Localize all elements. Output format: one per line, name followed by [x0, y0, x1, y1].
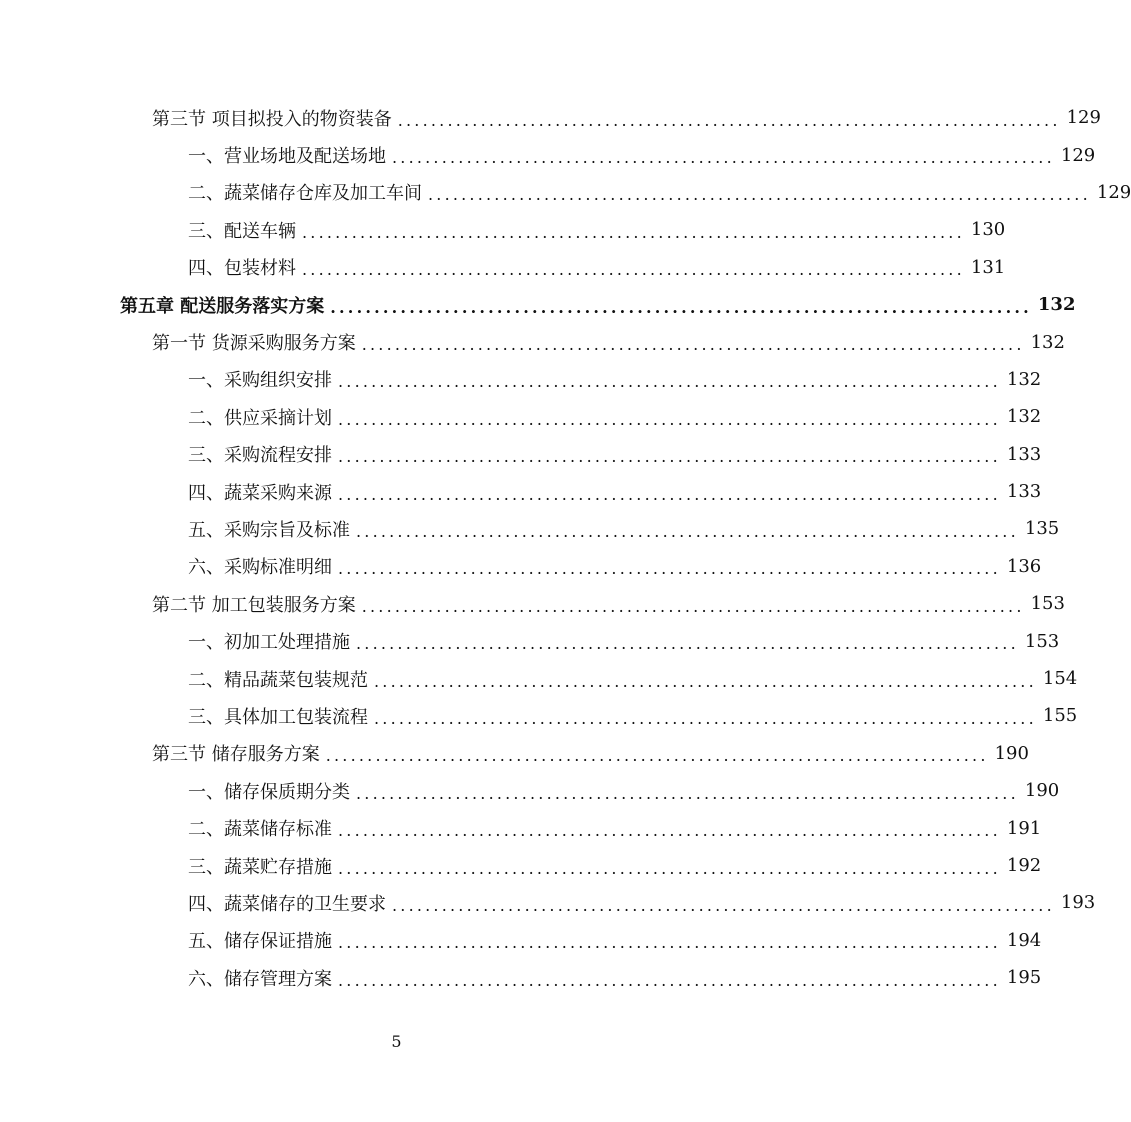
toc-entry[interactable]: [0, 136, 1096, 173]
toc-entry-title: 第三节 项目拟投入的物资装备: [152, 108, 392, 130]
toc-dot-leader: ................................................................................: [428, 185, 1091, 205]
toc-entry[interactable]: [0, 884, 1096, 921]
toc-entry[interactable]: [0, 809, 1042, 846]
toc-entry-title: 二、供应采摘计划: [188, 407, 332, 429]
toc-entry-title: 一、营业场地及配送场地: [188, 146, 386, 168]
toc-entry-page: 193: [1060, 892, 1096, 914]
toc-entry-title: 五、采购宗旨及标准: [188, 519, 350, 541]
toc-dot-leader: ................................................................................: [338, 821, 1001, 841]
toc-entry-page: 132: [1037, 294, 1076, 316]
toc-chapter-entry[interactable]: [0, 286, 1076, 323]
toc-entry-title: 一、采购组织安排: [188, 370, 332, 392]
toc-entry-title: 三、采购流程安排: [188, 445, 332, 467]
toc-dot-leader: ................................................................................: [330, 297, 1032, 317]
toc-entry[interactable]: [0, 548, 1042, 585]
toc-entry-page: 190: [994, 742, 1029, 764]
toc-entry[interactable]: [0, 622, 1060, 659]
toc-entry-page: 154: [1042, 668, 1078, 690]
toc-dot-leader: ................................................................................: [338, 372, 1001, 392]
toc-entry-page: 133: [1006, 443, 1042, 465]
toc-entry-title: 六、采购标准明细: [188, 557, 332, 579]
toc-entry-page: 132: [1030, 331, 1065, 353]
toc-dot-leader: ................................................................................: [338, 409, 1001, 429]
toc-entry-page: 136: [1006, 555, 1042, 577]
toc-entry[interactable]: [0, 510, 1060, 547]
toc-entry[interactable]: [0, 959, 1042, 996]
toc-entry-title: 第二节 加工包装服务方案: [152, 594, 356, 616]
toc-entry-page: 153: [1030, 593, 1065, 615]
toc-entry-title: 第五章 配送服务落实方案: [120, 295, 325, 317]
toc-dot-leader: ................................................................................: [338, 933, 1001, 953]
toc-entry-page: 192: [1006, 855, 1042, 876]
toc-entry-title: 第一节 货源采购服务方案: [152, 333, 356, 355]
toc-dot-leader: ................................................................................: [338, 858, 1001, 878]
toc-entry[interactable]: [0, 361, 1042, 398]
toc-entry-title: 一、初加工处理措施: [188, 632, 350, 654]
toc-entry[interactable]: [0, 660, 1078, 697]
toc-entry-page: 129: [1060, 144, 1096, 166]
page-number: 5: [391, 1032, 402, 1051]
toc-dot-leader: ................................................................................: [374, 671, 1037, 691]
toc-entry-page: 129: [1066, 107, 1101, 129]
toc-entry-page: 129: [1096, 181, 1131, 203]
toc-entry-page: 133: [1006, 481, 1042, 503]
toc-entry[interactable]: [0, 847, 1042, 884]
toc-entry-title: 三、配送车辆: [188, 220, 296, 242]
toc-entry[interactable]: [0, 473, 1042, 510]
toc-dot-leader: ................................................................................: [302, 260, 965, 280]
toc-entry-page: 194: [1006, 929, 1042, 951]
toc-entry-page: 195: [1006, 967, 1042, 989]
toc-entry-title: 第三节 储存服务方案: [152, 744, 320, 766]
toc-dot-leader: ................................................................................: [356, 521, 1019, 541]
toc-entry-page: 190: [1024, 780, 1060, 802]
toc-dot-leader: ................................................................................: [374, 708, 1037, 728]
toc-entry-title: 一、储存保质期分类: [188, 781, 350, 803]
toc-entry-page: 130: [970, 219, 1006, 241]
toc-dot-leader: ................................................................................: [361, 335, 1025, 355]
toc-entry-title: 二、精品蔬菜包装规范: [188, 669, 368, 691]
toc-entry-page: 135: [1024, 518, 1060, 540]
toc-dot-leader: ................................................................................: [338, 484, 1001, 504]
toc-entry-page: 131: [970, 256, 1006, 278]
toc-entry-title: 四、蔬菜储存的卫生要求: [188, 893, 386, 915]
toc-entry[interactable]: [0, 922, 1042, 959]
toc-entry[interactable]: [0, 174, 1131, 211]
table-of-contents: [0, 99, 1131, 996]
toc-entry[interactable]: [0, 735, 1029, 772]
toc-entry-title: 三、蔬菜贮存措施: [188, 856, 332, 878]
toc-entry-title: 二、蔬菜储存标准: [188, 819, 332, 841]
toc-dot-leader: ................................................................................: [338, 970, 1001, 990]
toc-dot-leader: ................................................................................: [392, 895, 1055, 915]
toc-entry[interactable]: [0, 249, 1006, 286]
toc-entry-title: 四、蔬菜采购来源: [188, 482, 332, 504]
toc-entry[interactable]: [0, 436, 1042, 473]
toc-entry-page: 155: [1042, 705, 1078, 727]
toc-entry-title: 二、蔬菜储存仓库及加工车间: [188, 183, 422, 205]
toc-entry-page: 132: [1006, 368, 1042, 390]
toc-entry-title: 四、包装材料: [188, 258, 296, 280]
toc-entry-title: 五、储存保证措施: [188, 931, 332, 953]
toc-dot-leader: ................................................................................: [338, 447, 1001, 467]
toc-dot-leader: ................................................................................: [302, 222, 965, 242]
toc-entry[interactable]: [0, 398, 1042, 435]
toc-dot-leader: ................................................................................: [356, 634, 1019, 654]
toc-dot-leader: ................................................................................: [338, 559, 1001, 579]
toc-dot-leader: ................................................................................: [356, 783, 1019, 803]
toc-dot-leader: ................................................................................: [397, 110, 1061, 130]
toc-entry-page: 191: [1006, 817, 1042, 839]
toc-entry[interactable]: [0, 99, 1101, 136]
toc-entry[interactable]: [0, 772, 1060, 809]
toc-entry[interactable]: [0, 585, 1065, 622]
toc-entry-title: 三、具体加工包装流程: [188, 706, 368, 728]
toc-entry-title: 六、储存管理方案: [188, 968, 332, 990]
toc-entry[interactable]: [0, 211, 1006, 248]
toc-entry-page: 132: [1006, 406, 1042, 428]
toc-dot-leader: ................................................................................: [325, 746, 989, 766]
toc-entry-page: 153: [1024, 630, 1060, 652]
toc-entry[interactable]: [0, 323, 1065, 360]
toc-dot-leader: ................................................................................: [361, 596, 1025, 616]
toc-dot-leader: ................................................................................: [392, 148, 1055, 168]
toc-entry[interactable]: [0, 697, 1078, 734]
